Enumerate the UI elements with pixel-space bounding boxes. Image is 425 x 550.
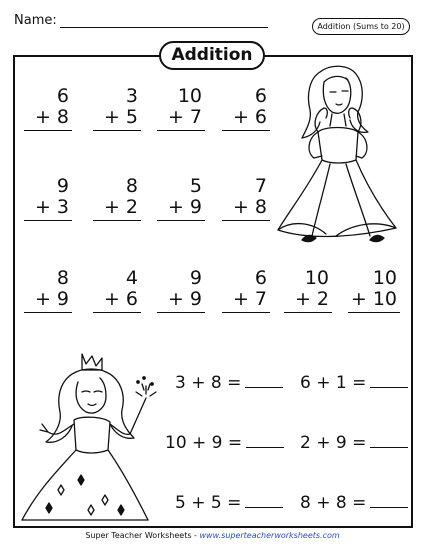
- problem-11: [157, 268, 205, 313]
- answer-line: [93, 312, 141, 313]
- problem-top: 9: [56, 175, 69, 197]
- problem-top: 9: [189, 267, 202, 289]
- problem-bottom: + 2: [294, 288, 329, 310]
- problem-7: [157, 176, 205, 221]
- answer-blank: [370, 432, 408, 448]
- problem-bottom: + 9: [34, 288, 69, 310]
- h-problem-1: [175, 372, 283, 393]
- name-line: [60, 27, 268, 28]
- h-problem-expression: 2 + 9 =: [300, 433, 367, 453]
- problem-bottom: + 5: [103, 106, 138, 128]
- answer-line: [24, 312, 72, 313]
- problem-bottom: + 3: [34, 196, 69, 218]
- problem-bottom: + 9: [167, 196, 202, 218]
- worksheet-title: Addition: [159, 41, 265, 70]
- footer-brand: Super Teacher Worksheets -: [85, 531, 200, 540]
- problem-top: 8: [125, 175, 138, 197]
- answer-blank: [245, 372, 283, 388]
- problem-bottom: + 7: [167, 106, 202, 128]
- problem-top: 4: [125, 267, 138, 289]
- problem-9: [24, 268, 72, 313]
- answer-line: [222, 130, 270, 131]
- h-problem-3: [165, 432, 284, 453]
- answer-blank: [370, 492, 408, 508]
- answer-line: [157, 220, 205, 221]
- problem-6: [93, 176, 141, 221]
- fairy-princess-illustration: [18, 350, 158, 525]
- h-problem-expression: 3 + 8 =: [175, 373, 242, 393]
- problem-14: [348, 268, 400, 313]
- problem-top: 7: [254, 175, 267, 197]
- answer-line: [348, 312, 400, 313]
- answer-blank: [246, 432, 284, 448]
- answer-blank: [245, 492, 283, 508]
- footer: [0, 531, 425, 540]
- problem-8: [222, 176, 270, 221]
- problem-bottom: + 7: [232, 288, 267, 310]
- problem-5: [24, 176, 72, 221]
- answer-line: [93, 220, 141, 221]
- answer-line: [157, 130, 205, 131]
- problem-bottom: + 6: [103, 288, 138, 310]
- name-label: Name:: [14, 13, 57, 28]
- h-problem-expression: 5 + 5 =: [175, 493, 242, 513]
- problem-top: 10: [304, 267, 329, 289]
- problem-3: [157, 86, 205, 131]
- h-problem-expression: 6 + 1 =: [300, 373, 367, 393]
- problem-bottom: + 10: [350, 288, 397, 310]
- h-problem-6: [300, 492, 408, 513]
- problem-top: 6: [254, 267, 267, 289]
- problem-2: [93, 86, 141, 131]
- answer-line: [93, 130, 141, 131]
- answer-line: [222, 312, 270, 313]
- problem-top: 3: [125, 85, 138, 107]
- problem-bottom: + 8: [34, 106, 69, 128]
- problem-4: [222, 86, 270, 131]
- answer-line: [222, 220, 270, 221]
- answer-line: [24, 220, 72, 221]
- problem-top: 8: [56, 267, 69, 289]
- h-problem-5: [175, 492, 283, 513]
- answer-line: [157, 312, 205, 313]
- problem-top: 10: [177, 85, 202, 107]
- h-problem-expression: 8 + 8 =: [300, 493, 367, 513]
- h-problem-2: [300, 372, 408, 393]
- princess-illustration: [272, 60, 402, 250]
- problem-top: 10: [372, 267, 397, 289]
- h-problem-4: [300, 432, 408, 453]
- problem-top: 6: [56, 85, 69, 107]
- footer-url[interactable]: www.superteacherworksheets.com: [199, 531, 340, 540]
- problem-top: 6: [254, 85, 267, 107]
- problem-10: [93, 268, 141, 313]
- problem-bottom: + 9: [167, 288, 202, 310]
- answer-line: [284, 312, 332, 313]
- h-problem-expression: 10 + 9 =: [165, 433, 243, 453]
- problem-12: [222, 268, 270, 313]
- problem-bottom: + 8: [232, 196, 267, 218]
- problem-top: 5: [189, 175, 202, 197]
- topic-badge: Addition (Sums to 20): [312, 18, 410, 35]
- problem-1: [24, 86, 72, 131]
- problem-13: [284, 268, 332, 313]
- answer-line: [24, 130, 72, 131]
- problem-bottom: + 2: [103, 196, 138, 218]
- answer-blank: [370, 372, 408, 388]
- problem-bottom: + 6: [232, 106, 267, 128]
